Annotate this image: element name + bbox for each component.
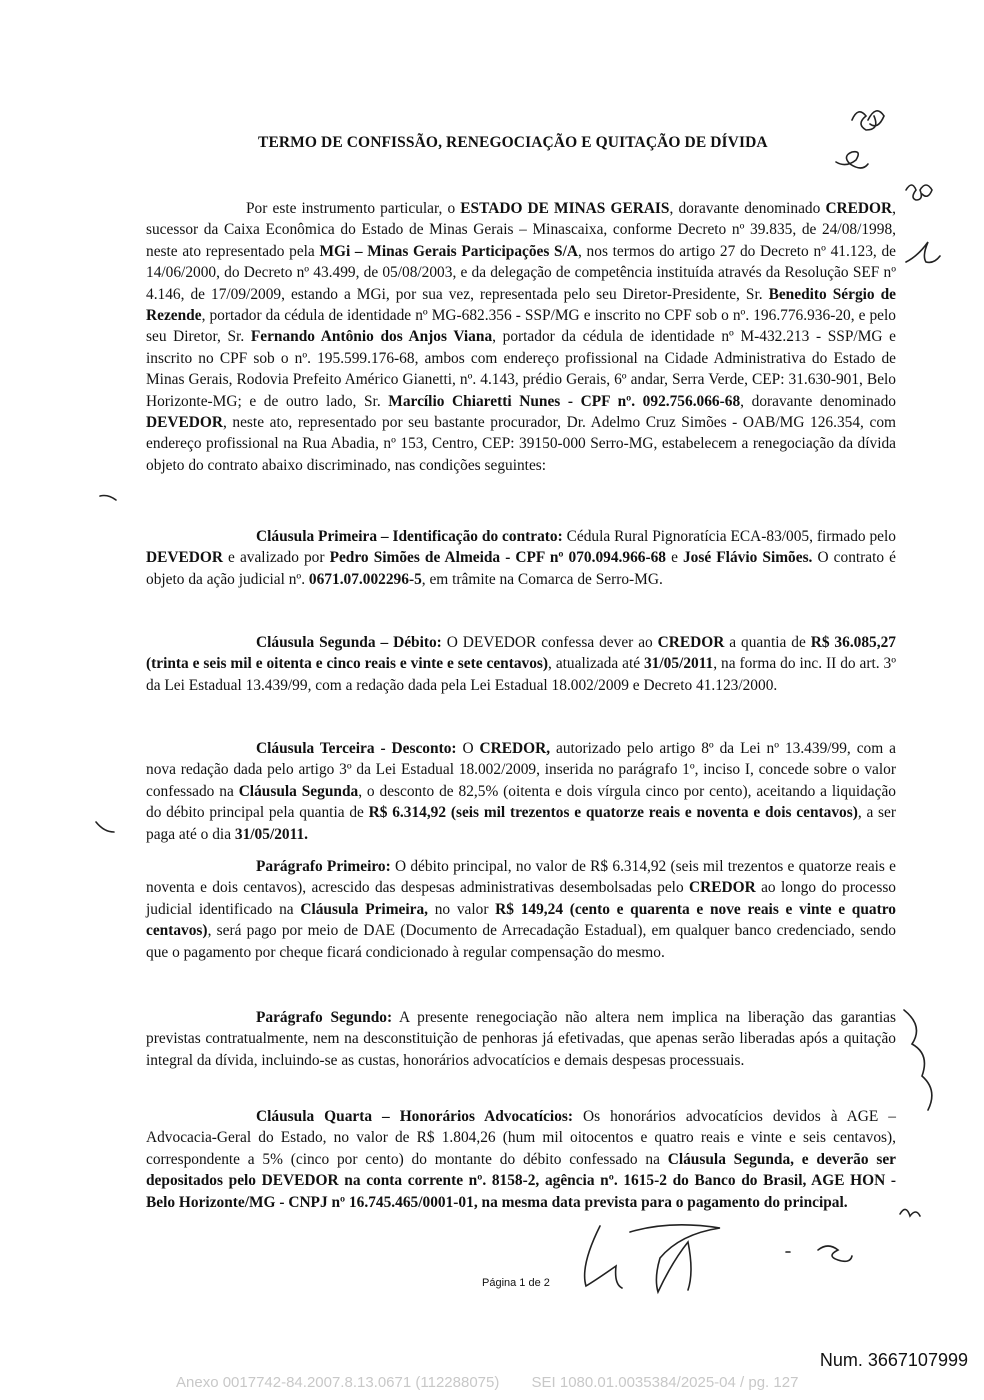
document-number: Num. 3667107999 [819,1350,968,1370]
text-run: , na forma do inc. II do art. 3º da Lei Estadual 13.439/99, com a redação dada pela Lei Estadual 18.002/2009 e Decreto 41.123/2000. [146,655,897,694]
text-run: , sucessor da Caixa Econômica do Estado de Minas Gerais – Minascaixa, conforme Decreto nº 39.835, de 24/08/1998, neste ato representado pela [146,200,896,260]
text-run: O DEVEDOR confessa dever ao [441,634,658,651]
bold-text-run: CREDOR, [479,740,551,757]
text-run: O [456,740,480,757]
margin-tick-left-2 [96,822,114,832]
bold-text-run: Pedro Simões de Almeida - CPF nº 070.094.966-68 [329,549,666,567]
stamp-left: Anexo 0017742-84.2007.8.13.0671 (112288075) [176,1374,500,1391]
text-run: Os honorários advocatícios devidos à AGE – Advocacia-Geral do Estado, no valor de R$ 1.804,26 (hum mil oitocentos e quatro reais e vinte e seis centavos), correspondente a 5% (cinco por cento) do montante do débito confessado na [146,1108,896,1168]
bold-text-run: R$ 6.314,92 (seis mil trezentos e quatorze reais e noventa e dois centavos) [368,804,858,822]
text-run: ao longo do processo judicial identificado na [146,879,897,918]
text-run: no valor [428,900,496,918]
bold-text-run: Cláusula Segunda [238,782,359,800]
text-run: , a ser paga até o dia [146,804,897,843]
text-run: , doravante denominado [669,200,826,217]
bold-text-run: Cláusula Primeira – Identificação do contrato: [256,528,563,545]
page-number-side [906,185,932,200]
text-run: autorizado pelo artigo 8º da Lei nº 13.439/99, com a nova redação dada pelo artigo 3º da Lei Estadual 18.002/2009, inserida no parágrafo 1º, inciso I, concede sobre o valor confessado na [146,740,896,800]
initials-bottom [900,1209,920,1216]
bold-text-run: ESTADO DE MINAS GERAIS [460,200,670,217]
text-run: , nos termos do artigo 27 do Decreto nº 41.123, de 14/06/2000, do Decreto nº 43.499, de 05/08/2003, e da delegação de competência instituída através da Resolução SEF nº 4.146, de 17/09/2009, estando a MGi, por sua vez, representada pelo seu Diretor-Presidente, Sr. [146,242,896,303]
bold-text-run: R$ 36.085,27 (trinta e seis mil e oitenta e cinco reais e vinte e sete centavos) [146,634,896,673]
text-run: , portador da cédula de identidade nº MG-682.356 - SSP/MG e inscrito no CPF sob o nº. 196.776.936-20, e pelo seu Diretor, Sr. [146,307,896,346]
page-label: Página 1 de 2 [482,1277,550,1289]
bold-text-run: Cláusula Terceira - Desconto: [256,740,457,757]
bold-text-run: R$ 149,24 (cento e quarenta e nove reais e vinte e quatro centavos) [146,900,896,940]
text-run: O contrato é objeto da ação judicial nº. [146,549,896,588]
text-run: , portador da cédula de identidade nº M-432.213 - SSP/MG e inscrito no CPF sob o nº. 195.599.176-68, ambos com endereço profissional na Cidade Administrativa do Estado de Minas Gerais, Rodovia Prefeito Américo Gianetti, nº. 4.143, prédio Gerais, 6º andar, Serra Verde, CEP: 31.630-901, Belo Horizonte-MG; e de outro lado, Sr. [146,328,896,410]
bold-text-run: 31/05/2011 [643,655,714,673]
text-run: Cédula Rural Pignoratícia ECA-83/005, firmado pelo [562,528,896,545]
initials-top [836,152,868,168]
text-run: , o desconto de 82,5% (oitenta e dois vírgula cinco por cento), aceitando a liquidação do débito principal pela quantia de [146,782,896,822]
text-run: , em trâmite na Comarca de Serro-MG. [421,570,663,588]
bold-text-run: CREDOR [657,634,725,651]
bold-text-run: 0671.07.002296-5 [308,570,422,588]
margin-tick-left [100,496,116,501]
bold-text-run: CREDOR [689,879,756,897]
bold-text-run: Cláusula Segunda – Débito: [256,634,442,651]
text-run: , será pago por meio de DAE (Documento de Arrecadação Estadual), em qualquer banco credenciado, sendo que o pagamento por cheque ficará condicionado à regular compensação do mesmo. [146,922,896,961]
bold-text-run: Cláusula Primeira, [300,900,429,918]
text-run: O débito principal, no valor de R$ 6.314,92 (seis mil trezentos e quatorze reais e noventa e dois centavos), acrescido das despesas administrativas desembolsadas pelo [146,858,896,897]
text-run: , atualizada até [548,655,644,673]
text-run: e avalizado por [222,549,330,567]
bold-text-run: MGi – Minas Gerais Participações S/A [319,242,579,260]
bold-text-run: DEVEDOR [146,414,223,432]
text-run: Por este instrumento particular, o [246,200,461,217]
stamp-right: SEI 1080.01.0035384/2025-04 / pg. 127 [531,1374,799,1391]
bold-text-run: Benedito Sérgio de Rezende [146,285,896,325]
bold-text-run: José Flávio Simões. [682,549,813,567]
document-title: TERMO DE CONFISSÃO, RENEGOCIAÇÃO E QUITAÇÃO DE DÍVIDA [258,134,768,151]
bold-text-run: Fernando Antônio dos Anjos Viana [250,328,493,346]
bold-text-run: 31/05/2011. [234,825,309,843]
bold-text-run: Parágrafo Primeiro: [256,858,391,875]
text-run: e [666,549,683,567]
bold-text-run: Parágrafo Segundo: [256,1009,393,1026]
text-run: a quantia de [724,634,811,651]
page-number-scribble [852,111,884,130]
text-run: A presente renegociação não altera nem implica na liberação das garantias previstas contratualmente, nem na desconstituição de penhoras já efetivadas, que apenas serão liberadas após a quitação integral da dívida, incluindo-se as custas, honorários advocatícios e demais despesas processuais. [146,1009,896,1069]
signature-small [818,1246,852,1261]
signature-main [585,1225,720,1292]
bold-text-run: Cláusula Segunda, e deverão ser depositados pelo DEVEDOR na conta corrente nº. 8158-2, agência nº. 1615-2 do Banco do Brasil, AGE HON - Belo Horizonte/MG - CNPJ nº 16.745.465/0001-01, na mesma data prevista para o pagamento do principal. [146,1150,896,1211]
bold-text-run: DEVEDOR [146,549,223,567]
text-run: , neste ato, representado por seu bastante procurador, Dr. Adelmo Cruz Simões - OAB/MG 126.354, com endereço profissional na Rua Abadia, nº 153, Centro, CEP: 39150-000 Serro-MG, estabelecem a renegociação da dívida objeto do contrato abaixo discriminado, nas condições seguintes: [146,414,896,474]
footer-stamp [176,1374,826,1391]
text-run: , doravante denominado [740,392,896,410]
bold-text-run: CREDOR [825,200,893,217]
bold-text-run: Cláusula Quarta – Honorários Advocatícios: [256,1108,574,1125]
initials-side [906,242,940,262]
margin-bracket [904,1010,932,1110]
bold-text-run: Marcílio Chiaretti Nunes - CPF nº. 092.756.066-68 [388,392,741,410]
